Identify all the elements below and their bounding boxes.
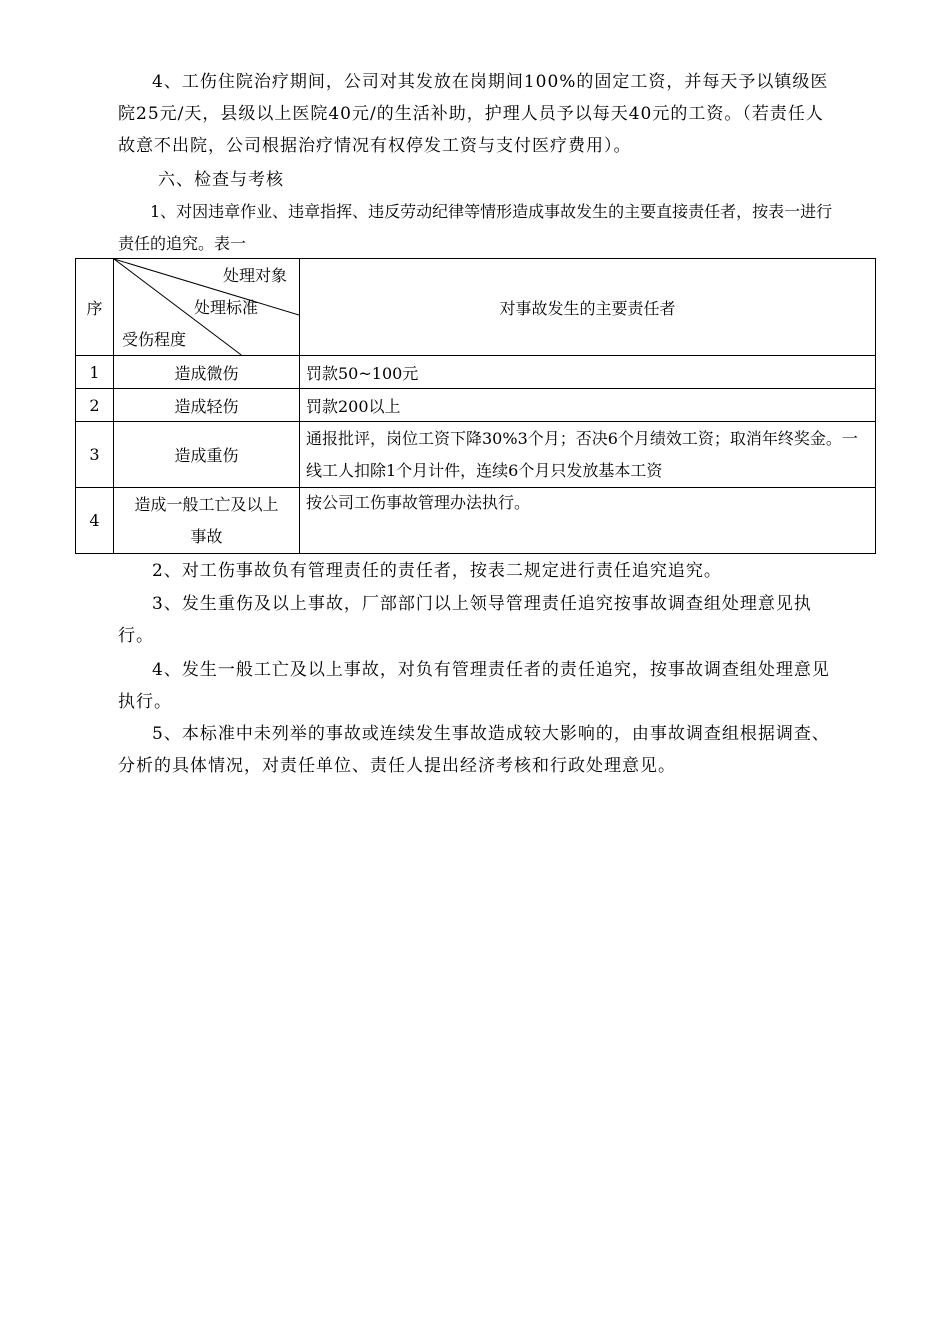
row-no: 4 xyxy=(76,488,114,554)
row-action: 按公司工伤事故管理办法执行。 xyxy=(300,488,876,554)
header-seq: 序 xyxy=(76,259,114,356)
paragraph-serious-injury: 3、发生重伤及以上事故，厂部部门以上领导管理责任追究按事故调查组处理意见执行。 xyxy=(118,594,812,646)
paragraph-unlisted-accidents: 5、本标准中未列举的事故或连续发生事故造成较大影响的，由事故调查组根据调查、分析的具体情况，对责任单位、责任人提出经济考核和行政处理意见。 xyxy=(118,724,830,776)
header-diag-mid: 处理标准 xyxy=(194,298,259,317)
table-row xyxy=(76,389,876,422)
header-main: 对事故发生的主要责任者 xyxy=(300,259,876,356)
table-row xyxy=(76,422,876,488)
row-level: 造成重伤 xyxy=(114,422,300,488)
header-diag-top: 处理对象 xyxy=(222,266,287,285)
table-row xyxy=(76,356,876,389)
row-level: 造成一般工亡及以上事故 xyxy=(114,488,300,554)
table-header-row xyxy=(76,259,876,356)
paragraph-fatality: 4、发生一般工亡及以上事故，对负有管理责任者的责任追究，按事故调查组处理意见执行。 xyxy=(118,660,830,712)
row-no: 2 xyxy=(76,389,114,422)
row-no: 1 xyxy=(76,356,114,389)
paragraph-hospital-pay: 4、工伤住院治疗期间，公司对其发放在岗期间100%的固定工资，并每天予以镇级医院25元/天，县级以上医院40元/的生活补助，护理人员予以每天40元的工资。（若责任人故意不出院，公司根据治疗情况有权停发工资与支付医疗费用）。 xyxy=(118,72,829,156)
row-action: 罚款200以上 xyxy=(300,389,876,422)
row-action: 通报批评，岗位工资下降30%3个月；否决6个月绩效工资；取消年终奖金。一线工人扣除1个月计件，连续6个月只发放基本工资 xyxy=(300,422,876,488)
header-diag-bottom: 受伤程度 xyxy=(122,330,187,349)
row-level: 造成微伤 xyxy=(114,356,300,389)
paragraph-management-responsibility: 2、对工伤事故负有管理责任的责任者，按表二规定进行责任追究追究。 xyxy=(152,561,722,581)
row-no: 3 xyxy=(76,422,114,488)
paragraph-violation-responsibility: 1、对因违章作业、违章指挥、违反劳动纪律等情形造成事故发生的主要直接责任者，按表一进行责任的追究。表一 xyxy=(118,202,833,253)
row-level: 造成轻伤 xyxy=(114,389,300,422)
header-diagonal-cell xyxy=(114,259,300,356)
section-title: 六、检查与考核 xyxy=(158,170,284,190)
responsibility-table xyxy=(75,258,876,554)
table-row xyxy=(76,488,876,554)
row-action: 罚款50~100元 xyxy=(300,356,876,389)
